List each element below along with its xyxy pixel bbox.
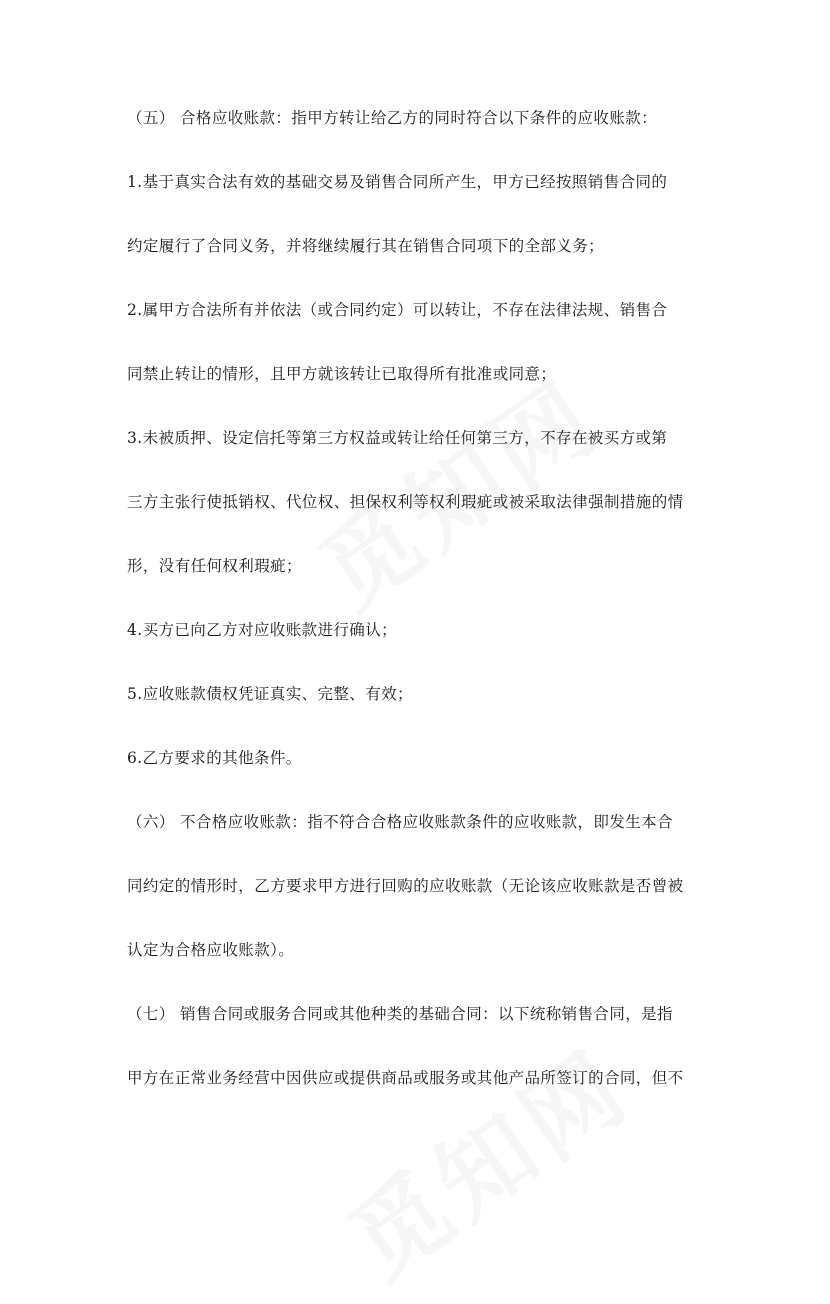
condition-2-line-2: 同禁止转让的情形，且甲方就该转让已取得所有批准或同意；	[127, 365, 557, 383]
clause-6-line-1: （六） 不合格应收账款：指不符合合格应收账款条件的应收账款，即发生本合	[127, 813, 673, 831]
clause-7-line-1: （七） 销售合同或服务合同或其他种类的基础合同：以下统称销售合同，是指	[127, 1005, 673, 1023]
condition-5: 5.应收账款债权凭证真实、完整、有效；	[127, 685, 413, 703]
clause-7-line-2: 甲方在正常业务经营中因供应或提供商品或服务或其他产品所签订的合同，但不	[127, 1069, 684, 1087]
condition-1-line-1: 1.基于真实合法有效的基础交易及销售合同所产生，甲方已经按照销售合同的	[127, 173, 668, 191]
watermark	[289, 343, 623, 634]
condition-3-line-3: 形，没有任何权利瑕疵；	[127, 557, 302, 575]
condition-3-line-1: 3.未被质押、设定信托等第三方权益或转让给任何第三方，不存在被买方或第	[127, 429, 668, 447]
clause-6-line-2: 同约定的情形时，乙方要求甲方进行回购的应收账款（无论该应收账款是否曾被	[127, 877, 684, 895]
condition-1-line-2: 约定履行了合同义务，并将继续履行其在销售合同项下的全部义务；	[127, 237, 605, 255]
condition-6: 6.乙方要求的其他条件。	[127, 749, 302, 767]
clause-6-line-3: 认定为合格应收账款）。	[127, 941, 295, 959]
watermark	[319, 1013, 653, 1304]
clause-5-heading: （五） 合格应收账款：指甲方转让给乙方的同时符合以下条件的应收账款：	[127, 109, 658, 127]
condition-2-line-1: 2.属甲方合法所有并依法（或合同约定）可以转让，不存在法律法规、销售合	[127, 301, 668, 319]
condition-4: 4.买方已向乙方对应收账款进行确认；	[127, 621, 397, 639]
condition-3-line-2: 三方主张行使抵销权、代位权、担保权利等权利瑕疵或被采取法律强制措施的情	[127, 493, 684, 511]
